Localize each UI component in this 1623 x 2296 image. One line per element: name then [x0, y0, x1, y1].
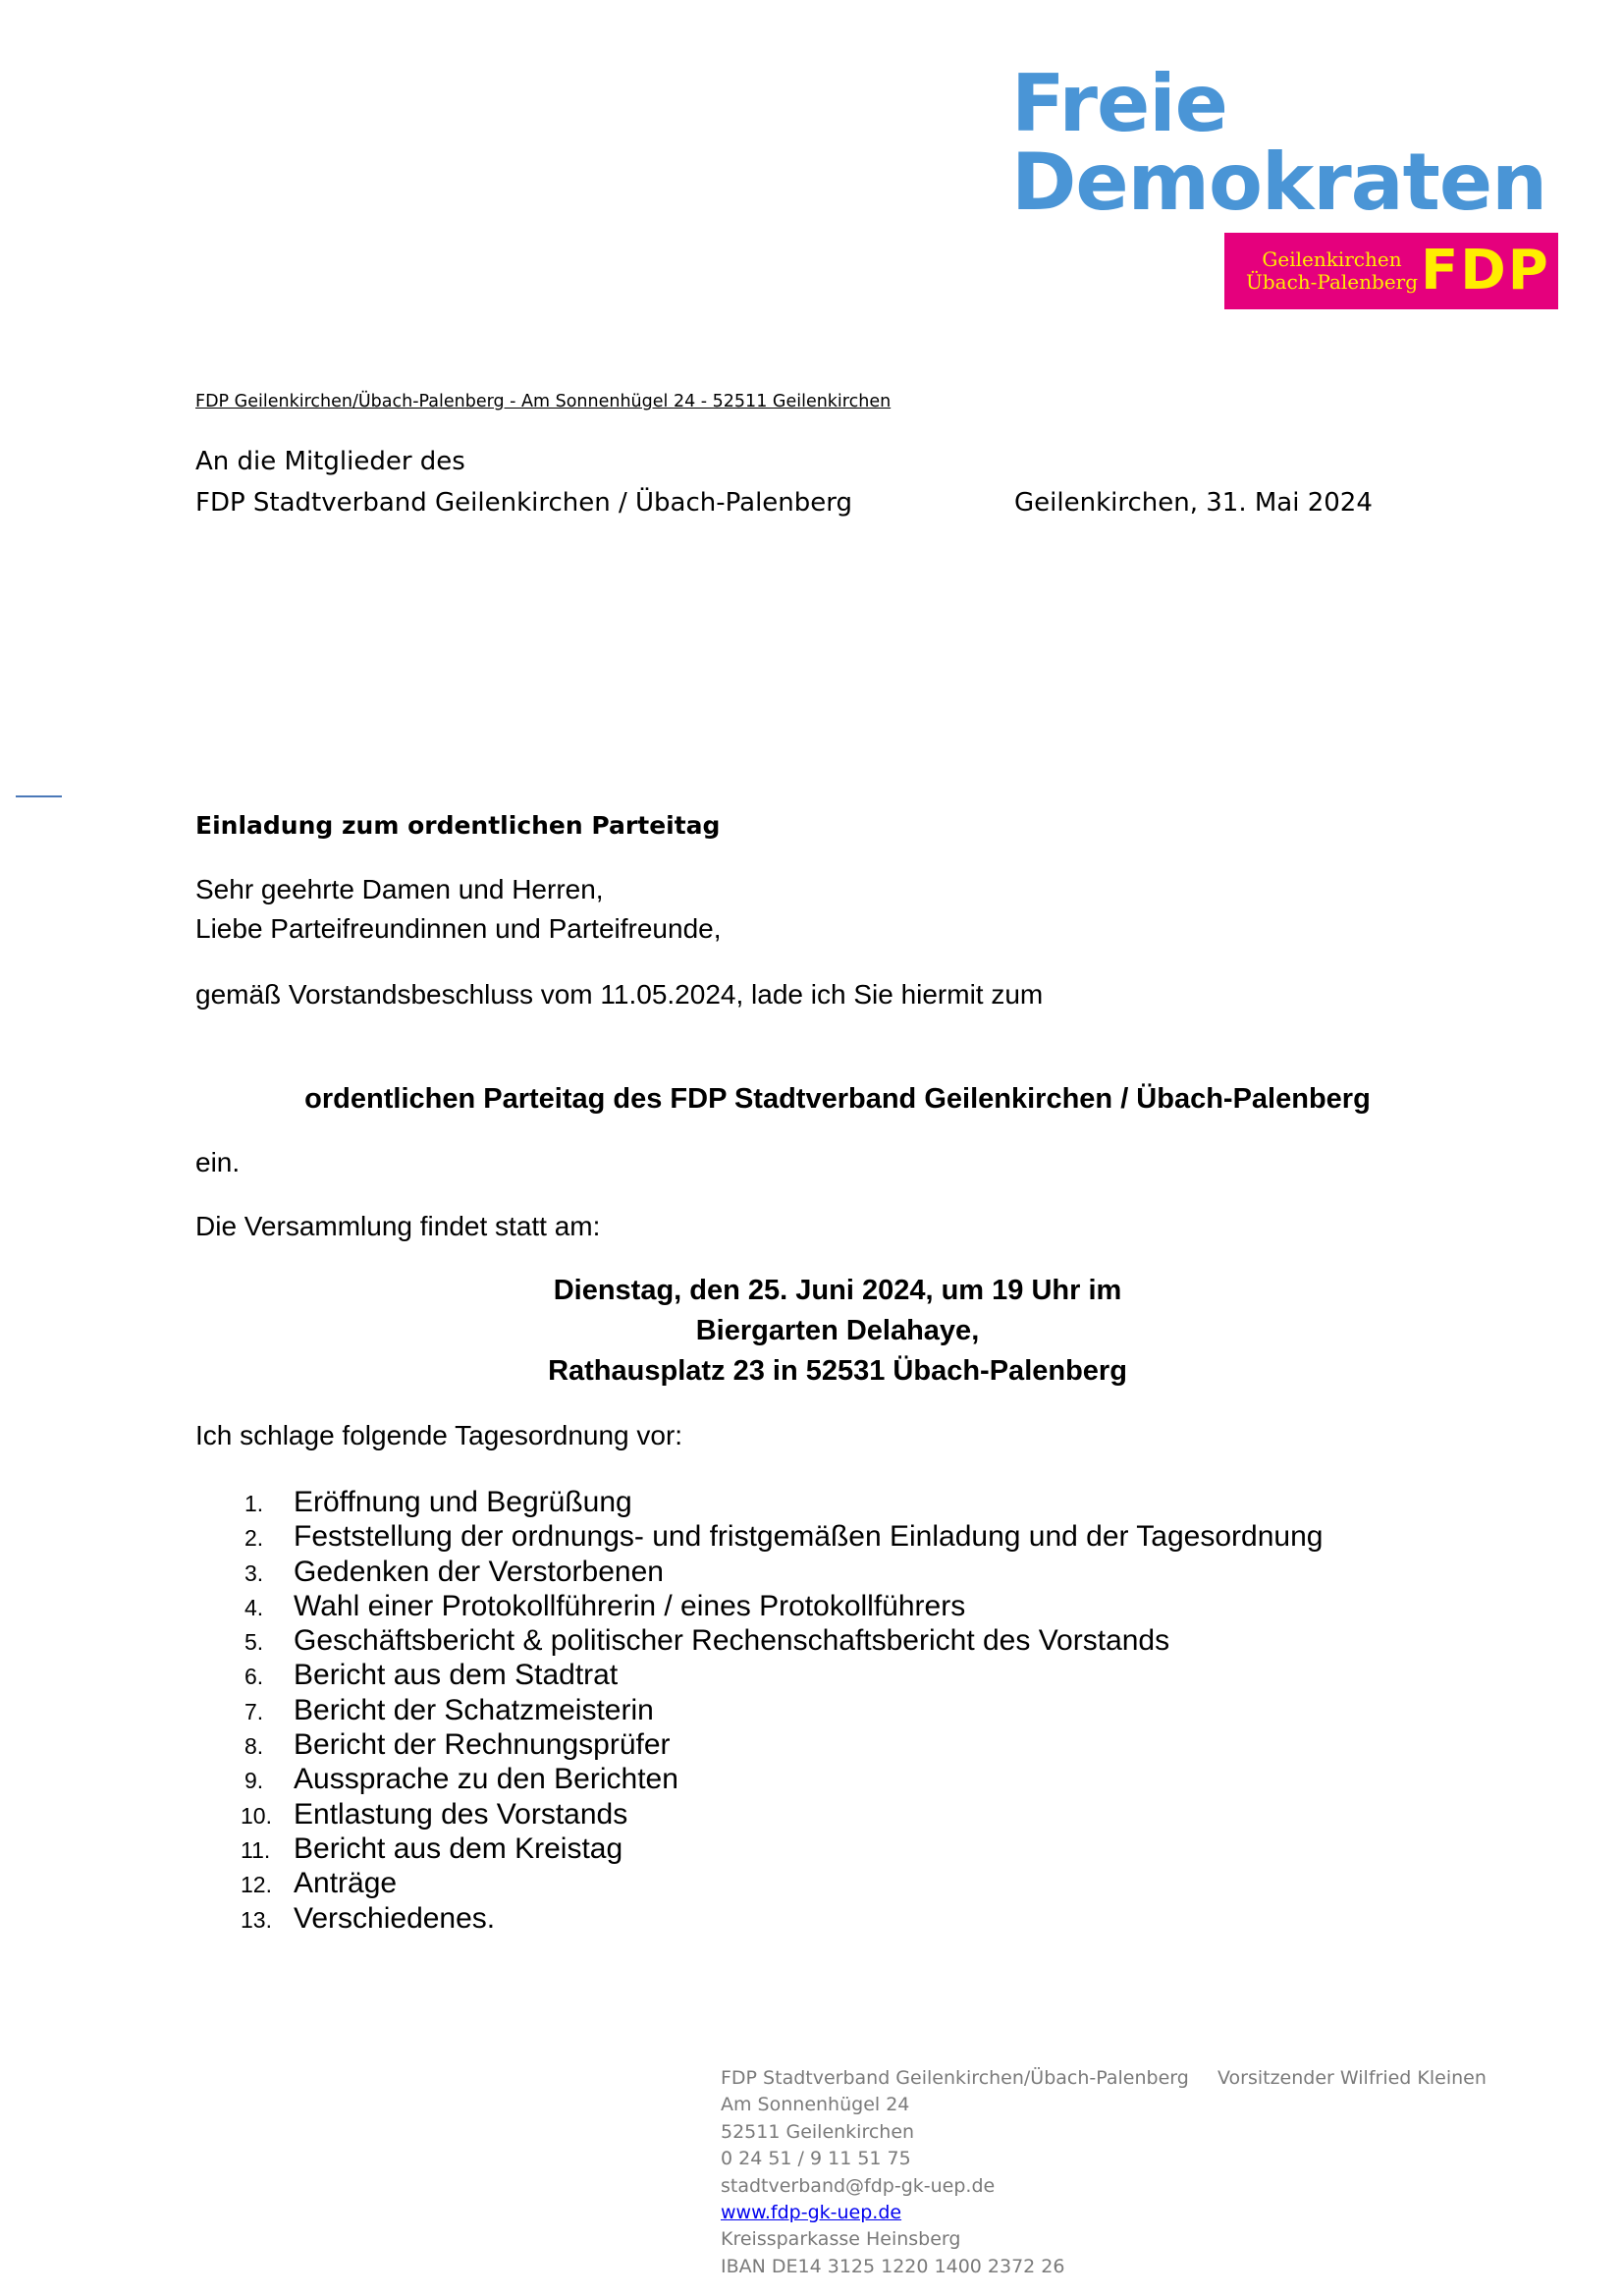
salutation-line1: Sehr geehrte Damen und Herren,: [195, 874, 604, 904]
footer-iban: IBAN DE14 3125 1220 1400 2372 26: [721, 2255, 1065, 2277]
agenda-item: [195, 1762, 1323, 1796]
agenda-item: [195, 1519, 1323, 1554]
agenda-text: Anträge: [294, 1867, 398, 1900]
salutation-line2: Liebe Parteifreundinnen und Parteifreunde,: [195, 913, 722, 944]
logo-line-freie: Freie: [1011, 58, 1227, 149]
agenda-number: 7.: [244, 1698, 264, 1724]
sender-return-line: FDP Geilenkirchen/Übach-Palenberg - Am Sonnenhügel 24 - 52511 Geilenkirchen: [195, 392, 892, 411]
agenda-intro: Ich schlage folgende Tagesordnung vor:: [195, 1420, 683, 1450]
intro-text: gemäß Vorstandsbeschluss vom 11.05.2024, lade ich Sie hiermit zum: [195, 979, 1044, 1010]
agenda-item: [195, 1901, 1323, 1936]
agenda-item: [195, 1727, 1323, 1762]
fdp-logo-box: [1224, 233, 1558, 309]
footer-bank: Kreissparkasse Heinsberg: [721, 2228, 961, 2251]
logo-location-line2: Übach-Palenberg: [1246, 270, 1419, 294]
venue-line1: Dienstag, den 25. Juni 2024, um 19 Uhr im: [553, 1275, 1122, 1306]
letter-date: Geilenkirchen, 31. Mai 2024: [1014, 488, 1373, 518]
agenda-text: Wahl einer Protokollführerin / eines Protokollführers: [294, 1589, 966, 1622]
agenda-number: 11.: [241, 1836, 271, 1863]
agenda-number: 8.: [244, 1733, 264, 1760]
footer-address: [721, 2065, 1189, 2280]
agenda-number: 12.: [241, 1872, 272, 1898]
agenda-item: [195, 1623, 1323, 1658]
footer-street: Am Sonnenhügel 24: [721, 2094, 910, 2116]
agenda-number: 9.: [244, 1768, 264, 1794]
agenda-text: Geschäftsbericht & politischer Rechenschaftsbericht des Vorstands: [294, 1624, 1170, 1658]
agenda-number: 2.: [244, 1525, 264, 1552]
agenda-text: Aussprache zu den Berichten: [294, 1763, 678, 1796]
fold-mark: [16, 795, 62, 797]
agenda-text: Feststellung der ordnungs- und fristgemäßen Einladung und der Tagesordnung: [294, 1520, 1324, 1554]
recipient-line2: FDP Stadtverband Geilenkirchen / Übach-Palenberg: [195, 488, 853, 518]
footer-email[interactable]: stadtverband@fdp-gk-uep.de: [721, 2174, 996, 2197]
footer-org: FDP Stadtverband Geilenkirchen/Übach-Palenberg: [721, 2067, 1189, 2089]
agenda-number: 4.: [244, 1594, 264, 1620]
footer-chair: Vorsitzender Wilfried Kleinen: [1217, 2067, 1487, 2089]
footer-phone: 0 24 51 / 9 11 51 75: [721, 2148, 911, 2170]
agenda-item: [195, 1485, 1323, 1519]
agenda-item: [195, 1589, 1323, 1623]
agenda-item: [195, 1831, 1323, 1866]
agenda-text: Gedenken der Verstorbenen: [294, 1555, 664, 1588]
agenda-list: [195, 1485, 1323, 1936]
agenda-number: 13.: [241, 1906, 272, 1933]
agenda-number: 6.: [244, 1664, 264, 1690]
logo-line-demokraten: Demokraten: [1011, 137, 1547, 228]
agenda-item: [195, 1693, 1323, 1727]
agenda-text: Bericht aus dem Kreistag: [294, 1831, 623, 1865]
agenda-text: Verschiedenes.: [294, 1901, 496, 1935]
agenda-text: Bericht der Rechnungsprüfer: [294, 1728, 671, 1762]
agenda-text: Eröffnung und Begrüßung: [294, 1486, 632, 1518]
agenda-text: Entlastung des Vorstands: [294, 1797, 628, 1831]
footer-city: 52511 Geilenkirchen: [721, 2120, 915, 2143]
agenda-number: 5.: [244, 1629, 264, 1656]
footer-website-link[interactable]: www.fdp-gk-uep.de: [721, 2202, 902, 2224]
agenda-number: 3.: [244, 1559, 264, 1586]
agenda-text: Bericht der Schatzmeisterin: [294, 1693, 654, 1726]
logo-fdp: FDP: [1421, 239, 1550, 302]
agenda-number: 1.: [244, 1491, 264, 1516]
letter-subject: Einladung zum ordentlichen Parteitag: [195, 811, 721, 840]
agenda-item: [195, 1658, 1323, 1692]
event-title: ordentlichen Parteitag des FDP Stadtverband Geilenkirchen / Übach-Palenberg: [304, 1083, 1371, 1115]
logo-location: [1246, 248, 1418, 294]
ein-text: ein.: [195, 1147, 241, 1177]
venue-line3: Rathausplatz 23 in 52531 Übach-Palenberg: [548, 1355, 1127, 1387]
venue-intro: Die Versammlung findet statt am:: [195, 1211, 601, 1241]
recipient-line1: An die Mitglieder des: [195, 447, 465, 476]
agenda-item: [195, 1797, 1323, 1831]
agenda-number: 10.: [241, 1802, 272, 1829]
logo-location-line1: Geilenkirchen: [1262, 247, 1402, 271]
agenda-text: Bericht aus dem Stadtrat: [294, 1659, 619, 1692]
agenda-item: [195, 1555, 1323, 1589]
venue-line2: Biergarten Delahaye,: [695, 1315, 980, 1346]
agenda-item: [195, 1866, 1323, 1900]
